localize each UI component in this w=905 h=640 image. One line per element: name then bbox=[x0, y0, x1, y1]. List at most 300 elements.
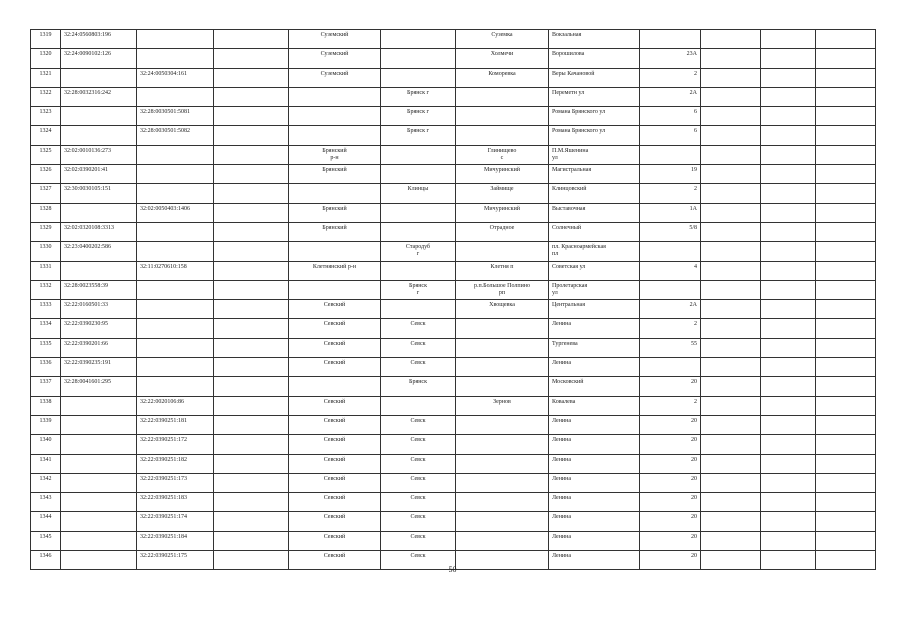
table-row bbox=[31, 107, 876, 126]
district-cell: Севский bbox=[289, 551, 381, 570]
house-number-cell: 20 bbox=[640, 531, 701, 550]
empty-cell bbox=[816, 184, 876, 203]
empty-cell bbox=[701, 165, 761, 184]
district-cell bbox=[289, 280, 381, 299]
empty-cell bbox=[761, 300, 816, 319]
street-cell: Ленина bbox=[549, 512, 640, 531]
settlement-cell bbox=[456, 493, 549, 512]
street-cell: Пролетарская ул bbox=[549, 280, 640, 299]
row-number-cell: 1319 bbox=[31, 30, 61, 49]
page-number: 50 bbox=[448, 565, 457, 574]
empty-cell bbox=[214, 126, 289, 145]
empty-cell bbox=[816, 203, 876, 222]
house-number-cell: 2 bbox=[640, 68, 701, 87]
row-number-cell: 1342 bbox=[31, 473, 61, 492]
table-row bbox=[31, 338, 876, 357]
empty-cell bbox=[761, 49, 816, 68]
empty-cell bbox=[816, 242, 876, 261]
row-number-cell: 1334 bbox=[31, 319, 61, 338]
empty-cell bbox=[214, 165, 289, 184]
cadastral-number-cell bbox=[61, 396, 137, 415]
cadastral-number-cell bbox=[61, 493, 137, 512]
empty-cell bbox=[761, 338, 816, 357]
empty-cell bbox=[214, 493, 289, 512]
empty-cell bbox=[214, 222, 289, 241]
street-cell: Вокзальная bbox=[549, 30, 640, 49]
cadastral-number-alt-cell: 32:28:0030501:5082 bbox=[137, 126, 214, 145]
cadastral-number-alt-cell: 32:11:0270610:158 bbox=[137, 261, 214, 280]
street-cell: Московский bbox=[549, 377, 640, 396]
table-row bbox=[31, 493, 876, 512]
table-row bbox=[31, 435, 876, 454]
district-cell: Брянский bbox=[289, 222, 381, 241]
empty-cell bbox=[816, 531, 876, 550]
cadastral-number-cell bbox=[61, 68, 137, 87]
district-cell: Севский bbox=[289, 473, 381, 492]
empty-cell bbox=[761, 493, 816, 512]
empty-cell bbox=[214, 531, 289, 550]
empty-cell bbox=[816, 454, 876, 473]
table-row bbox=[31, 261, 876, 280]
city-cell: Севск bbox=[381, 454, 456, 473]
cadastral-number-alt-cell bbox=[137, 87, 214, 106]
table-row bbox=[31, 165, 876, 184]
row-number-cell: 1326 bbox=[31, 165, 61, 184]
city-cell: Клинцы bbox=[381, 184, 456, 203]
street-cell: Магистральная bbox=[549, 165, 640, 184]
city-cell: Брянск bbox=[381, 377, 456, 396]
empty-cell bbox=[701, 396, 761, 415]
empty-cell bbox=[701, 300, 761, 319]
empty-cell bbox=[816, 377, 876, 396]
empty-cell bbox=[761, 30, 816, 49]
empty-cell bbox=[214, 435, 289, 454]
settlement-cell bbox=[456, 415, 549, 434]
street-cell: Советская ул bbox=[549, 261, 640, 280]
empty-cell bbox=[214, 87, 289, 106]
cadastral-number-cell: 32:28:0032316:242 bbox=[61, 87, 137, 106]
row-number-cell: 1332 bbox=[31, 280, 61, 299]
empty-cell bbox=[761, 454, 816, 473]
cadastral-number-cell bbox=[61, 454, 137, 473]
city-cell: Брянск г bbox=[381, 107, 456, 126]
row-number-cell: 1320 bbox=[31, 49, 61, 68]
cadastral-number-alt-cell bbox=[137, 377, 214, 396]
empty-cell bbox=[214, 145, 289, 164]
cadastral-number-cell: 32:22:0390235:191 bbox=[61, 358, 137, 377]
cadastral-number-cell: 32:24:0560803:196 bbox=[61, 30, 137, 49]
empty-cell bbox=[701, 107, 761, 126]
settlement-cell bbox=[456, 107, 549, 126]
settlement-cell bbox=[456, 242, 549, 261]
empty-cell bbox=[701, 280, 761, 299]
city-cell: Севск bbox=[381, 358, 456, 377]
district-cell: Севский bbox=[289, 512, 381, 531]
street-cell: Ленина bbox=[549, 358, 640, 377]
district-cell: Севский bbox=[289, 396, 381, 415]
cadastral-number-cell bbox=[61, 531, 137, 550]
city-cell bbox=[381, 261, 456, 280]
house-number-cell: 1А bbox=[640, 203, 701, 222]
house-number-cell: 2А bbox=[640, 300, 701, 319]
cadastral-number-alt-cell: 32:22:0390251:181 bbox=[137, 415, 214, 434]
house-number-cell bbox=[640, 30, 701, 49]
cadastral-number-cell: 32:22:0390201:66 bbox=[61, 338, 137, 357]
city-cell: Севск bbox=[381, 435, 456, 454]
settlement-cell bbox=[456, 531, 549, 550]
cadastral-number-alt-cell: 32:24:0050304:161 bbox=[137, 68, 214, 87]
table-row bbox=[31, 280, 876, 299]
cadastral-number-alt-cell bbox=[137, 30, 214, 49]
property-register-table bbox=[30, 29, 876, 570]
empty-cell bbox=[214, 49, 289, 68]
house-number-cell: 6 bbox=[640, 107, 701, 126]
house-number-cell: 20 bbox=[640, 512, 701, 531]
row-number-cell: 1345 bbox=[31, 531, 61, 550]
cadastral-number-cell: 32:28:0041601:295 bbox=[61, 377, 137, 396]
district-cell: Суземский bbox=[289, 68, 381, 87]
empty-cell bbox=[816, 319, 876, 338]
house-number-cell bbox=[640, 280, 701, 299]
empty-cell bbox=[701, 203, 761, 222]
district-cell: Севский bbox=[289, 493, 381, 512]
empty-cell bbox=[701, 145, 761, 164]
city-cell: Брянск г bbox=[381, 280, 456, 299]
empty-cell bbox=[214, 68, 289, 87]
settlement-cell: р.п.Большое Полпино рп bbox=[456, 280, 549, 299]
table-row bbox=[31, 30, 876, 49]
empty-cell bbox=[816, 473, 876, 492]
settlement-cell bbox=[456, 319, 549, 338]
city-cell bbox=[381, 396, 456, 415]
row-number-cell: 1328 bbox=[31, 203, 61, 222]
row-number-cell: 1337 bbox=[31, 377, 61, 396]
empty-cell bbox=[816, 126, 876, 145]
empty-cell bbox=[701, 531, 761, 550]
district-cell: Севский bbox=[289, 338, 381, 357]
empty-cell bbox=[816, 435, 876, 454]
cadastral-number-cell bbox=[61, 512, 137, 531]
district-cell: Севский bbox=[289, 319, 381, 338]
empty-cell bbox=[214, 242, 289, 261]
empty-cell bbox=[214, 473, 289, 492]
empty-cell bbox=[816, 87, 876, 106]
empty-cell bbox=[701, 415, 761, 434]
city-cell bbox=[381, 300, 456, 319]
empty-cell bbox=[214, 30, 289, 49]
city-cell bbox=[381, 49, 456, 68]
cadastral-number-cell: 32:02:0390201:41 bbox=[61, 165, 137, 184]
row-number-cell: 1338 bbox=[31, 396, 61, 415]
city-cell: Севск bbox=[381, 473, 456, 492]
settlement-cell: Зернов bbox=[456, 396, 549, 415]
empty-cell bbox=[816, 300, 876, 319]
empty-cell bbox=[761, 242, 816, 261]
register-sheet bbox=[30, 29, 875, 560]
row-number-cell: 1343 bbox=[31, 493, 61, 512]
settlement-cell bbox=[456, 454, 549, 473]
table-row bbox=[31, 415, 876, 434]
settlement-cell: Холмечи bbox=[456, 49, 549, 68]
street-cell: Тургенева bbox=[549, 338, 640, 357]
settlement-cell bbox=[456, 87, 549, 106]
row-number-cell: 1346 bbox=[31, 551, 61, 570]
district-cell: Севский bbox=[289, 435, 381, 454]
table-row bbox=[31, 68, 876, 87]
cadastral-number-alt-cell bbox=[137, 222, 214, 241]
table-body bbox=[31, 30, 876, 570]
house-number-cell: 6 bbox=[640, 126, 701, 145]
house-number-cell: 20 bbox=[640, 454, 701, 473]
settlement-cell: Глинищево с bbox=[456, 145, 549, 164]
table-row bbox=[31, 184, 876, 203]
street-cell: пл. Красноармейская пл bbox=[549, 242, 640, 261]
empty-cell bbox=[761, 222, 816, 241]
empty-cell bbox=[214, 261, 289, 280]
cadastral-number-alt-cell bbox=[137, 165, 214, 184]
settlement-cell: Отрадное bbox=[456, 222, 549, 241]
empty-cell bbox=[761, 531, 816, 550]
cadastral-number-cell bbox=[61, 473, 137, 492]
house-number-cell bbox=[640, 358, 701, 377]
cadastral-number-alt-cell: 32:22:0390251:184 bbox=[137, 531, 214, 550]
city-cell: Севск bbox=[381, 531, 456, 550]
city-cell: Брянск г bbox=[381, 126, 456, 145]
city-cell bbox=[381, 203, 456, 222]
cadastral-number-alt-cell: 32:28:0030501:5081 bbox=[137, 107, 214, 126]
empty-cell bbox=[214, 396, 289, 415]
empty-cell bbox=[214, 358, 289, 377]
house-number-cell: 20 bbox=[640, 551, 701, 570]
street-cell: Ковалева bbox=[549, 396, 640, 415]
empty-cell bbox=[701, 222, 761, 241]
settlement-cell: Хвощевка bbox=[456, 300, 549, 319]
table-row bbox=[31, 358, 876, 377]
house-number-cell: 2А bbox=[640, 87, 701, 106]
empty-cell bbox=[761, 203, 816, 222]
table-row bbox=[31, 242, 876, 261]
house-number-cell: 2 bbox=[640, 396, 701, 415]
table-row bbox=[31, 203, 876, 222]
district-cell: Клетнянский р-н bbox=[289, 261, 381, 280]
empty-cell bbox=[701, 435, 761, 454]
street-cell: Романа Брянского ул bbox=[549, 126, 640, 145]
empty-cell bbox=[816, 512, 876, 531]
empty-cell bbox=[701, 184, 761, 203]
empty-cell bbox=[701, 49, 761, 68]
cadastral-number-alt-cell: 32:22:0390251:172 bbox=[137, 435, 214, 454]
empty-cell bbox=[816, 68, 876, 87]
row-number-cell: 1333 bbox=[31, 300, 61, 319]
street-cell: Выставочная bbox=[549, 203, 640, 222]
house-number-cell bbox=[640, 145, 701, 164]
city-cell: Севск bbox=[381, 415, 456, 434]
empty-cell bbox=[761, 473, 816, 492]
street-cell: Ленина bbox=[549, 435, 640, 454]
cadastral-number-alt-cell bbox=[137, 338, 214, 357]
empty-cell bbox=[816, 338, 876, 357]
house-number-cell: 4 bbox=[640, 261, 701, 280]
empty-cell bbox=[761, 396, 816, 415]
settlement-cell: Займище bbox=[456, 184, 549, 203]
city-cell bbox=[381, 68, 456, 87]
cadastral-number-cell bbox=[61, 126, 137, 145]
house-number-cell: 2 bbox=[640, 319, 701, 338]
settlement-cell: Коморевка bbox=[456, 68, 549, 87]
street-cell: Ленина bbox=[549, 415, 640, 434]
settlement-cell: Суземка bbox=[456, 30, 549, 49]
cadastral-number-cell: 32:28:0023558:39 bbox=[61, 280, 137, 299]
house-number-cell: 20 bbox=[640, 473, 701, 492]
table-row bbox=[31, 377, 876, 396]
empty-cell bbox=[761, 165, 816, 184]
city-cell: Севск bbox=[381, 512, 456, 531]
cadastral-number-alt-cell: 32:02:0050403:1406 bbox=[137, 203, 214, 222]
row-number-cell: 1321 bbox=[31, 68, 61, 87]
street-cell: Центральная bbox=[549, 300, 640, 319]
cadastral-number-alt-cell bbox=[137, 358, 214, 377]
settlement-cell bbox=[456, 358, 549, 377]
cadastral-number-cell bbox=[61, 261, 137, 280]
house-number-cell: 5/8 bbox=[640, 222, 701, 241]
empty-cell bbox=[701, 358, 761, 377]
settlement-cell: Мичуринский bbox=[456, 203, 549, 222]
district-cell: Севский bbox=[289, 531, 381, 550]
street-cell: Солнечный bbox=[549, 222, 640, 241]
empty-cell bbox=[761, 107, 816, 126]
empty-cell bbox=[701, 68, 761, 87]
empty-cell bbox=[214, 512, 289, 531]
empty-cell bbox=[214, 107, 289, 126]
district-cell: Суземский bbox=[289, 49, 381, 68]
cadastral-number-alt-cell bbox=[137, 49, 214, 68]
empty-cell bbox=[214, 184, 289, 203]
empty-cell bbox=[214, 415, 289, 434]
house-number-cell: 19 bbox=[640, 165, 701, 184]
empty-cell bbox=[816, 107, 876, 126]
empty-cell bbox=[214, 338, 289, 357]
table-row bbox=[31, 454, 876, 473]
empty-cell bbox=[761, 415, 816, 434]
cadastral-number-alt-cell bbox=[137, 280, 214, 299]
empty-cell bbox=[816, 358, 876, 377]
street-cell: Ленина bbox=[549, 493, 640, 512]
row-number-cell: 1324 bbox=[31, 126, 61, 145]
street-cell: Ленина bbox=[549, 473, 640, 492]
empty-cell bbox=[214, 319, 289, 338]
empty-cell bbox=[701, 242, 761, 261]
empty-cell bbox=[761, 68, 816, 87]
row-number-cell: 1335 bbox=[31, 338, 61, 357]
cadastral-number-cell bbox=[61, 435, 137, 454]
empty-cell bbox=[761, 145, 816, 164]
empty-cell bbox=[701, 454, 761, 473]
settlement-cell bbox=[456, 377, 549, 396]
empty-cell bbox=[816, 396, 876, 415]
cadastral-number-cell bbox=[61, 107, 137, 126]
district-cell: Брянский р-н bbox=[289, 145, 381, 164]
empty-cell bbox=[761, 512, 816, 531]
district-cell: Брянский bbox=[289, 203, 381, 222]
empty-cell bbox=[761, 184, 816, 203]
empty-cell bbox=[761, 126, 816, 145]
settlement-cell: Клетня п bbox=[456, 261, 549, 280]
empty-cell bbox=[816, 415, 876, 434]
cadastral-number-cell: 32:22:0390230:95 bbox=[61, 319, 137, 338]
city-cell bbox=[381, 165, 456, 184]
table-row bbox=[31, 473, 876, 492]
table-row bbox=[31, 145, 876, 164]
cadastral-number-alt-cell bbox=[137, 319, 214, 338]
empty-cell bbox=[701, 377, 761, 396]
empty-cell bbox=[761, 261, 816, 280]
settlement-cell: Мичуринский bbox=[456, 165, 549, 184]
district-cell bbox=[289, 377, 381, 396]
district-cell bbox=[289, 87, 381, 106]
city-cell: Севск bbox=[381, 551, 456, 570]
table-row bbox=[31, 396, 876, 415]
empty-cell bbox=[214, 300, 289, 319]
cadastral-number-cell: 32:24:0090102:126 bbox=[61, 49, 137, 68]
street-cell: Ленина bbox=[549, 531, 640, 550]
empty-cell bbox=[701, 338, 761, 357]
street-cell: Ленина bbox=[549, 454, 640, 473]
empty-cell bbox=[816, 261, 876, 280]
row-number-cell: 1344 bbox=[31, 512, 61, 531]
empty-cell bbox=[761, 377, 816, 396]
house-number-cell: 20 bbox=[640, 377, 701, 396]
cadastral-number-cell bbox=[61, 203, 137, 222]
row-number-cell: 1327 bbox=[31, 184, 61, 203]
empty-cell bbox=[816, 145, 876, 164]
district-cell: Севский bbox=[289, 454, 381, 473]
settlement-cell bbox=[456, 435, 549, 454]
empty-cell bbox=[701, 126, 761, 145]
empty-cell bbox=[214, 454, 289, 473]
street-cell: Клинцовский bbox=[549, 184, 640, 203]
empty-cell bbox=[816, 30, 876, 49]
house-number-cell: 23А bbox=[640, 49, 701, 68]
cadastral-number-alt-cell bbox=[137, 242, 214, 261]
table-row bbox=[31, 49, 876, 68]
settlement-cell bbox=[456, 512, 549, 531]
house-number-cell: 20 bbox=[640, 415, 701, 434]
district-cell: Брянский bbox=[289, 165, 381, 184]
empty-cell bbox=[701, 319, 761, 338]
empty-cell bbox=[701, 87, 761, 106]
cadastral-number-cell: 32:30:0030105:151 bbox=[61, 184, 137, 203]
cadastral-number-cell: 32:02:0320108:3313 bbox=[61, 222, 137, 241]
empty-cell bbox=[701, 473, 761, 492]
city-cell bbox=[381, 145, 456, 164]
empty-cell bbox=[761, 319, 816, 338]
street-cell: Ленина bbox=[549, 551, 640, 570]
cadastral-number-alt-cell: 32:22:0390251:175 bbox=[137, 551, 214, 570]
city-cell bbox=[381, 222, 456, 241]
cadastral-number-alt-cell: 32:22:0390251:173 bbox=[137, 473, 214, 492]
house-number-cell: 2 bbox=[640, 184, 701, 203]
cadastral-number-alt-cell: 32:22:0020106:86 bbox=[137, 396, 214, 415]
city-cell: Севск bbox=[381, 319, 456, 338]
row-number-cell: 1341 bbox=[31, 454, 61, 473]
empty-cell bbox=[816, 49, 876, 68]
empty-cell bbox=[214, 377, 289, 396]
cadastral-number-alt-cell: 32:22:0390251:183 bbox=[137, 493, 214, 512]
cadastral-number-cell: 32:22:0160501:33 bbox=[61, 300, 137, 319]
empty-cell bbox=[214, 203, 289, 222]
empty-cell bbox=[816, 493, 876, 512]
settlement-cell bbox=[456, 338, 549, 357]
